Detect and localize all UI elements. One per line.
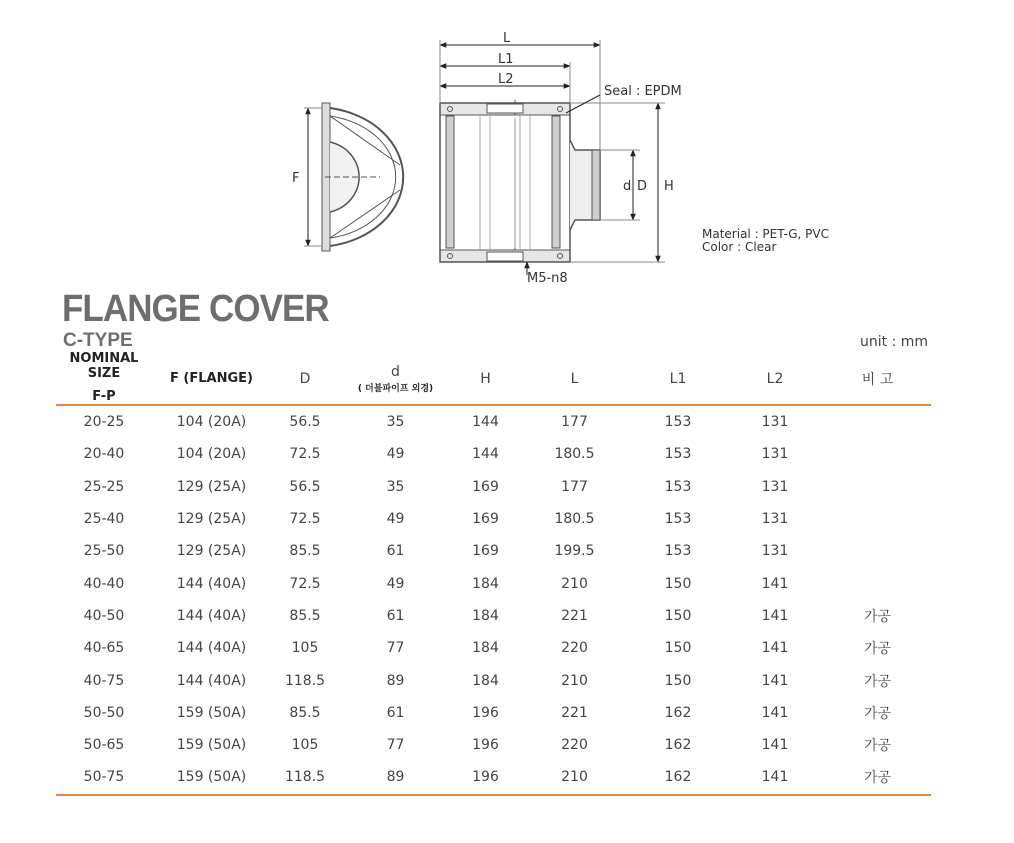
cell-L: 221 xyxy=(561,704,588,721)
cell-nominal-size: 40-75 xyxy=(83,672,125,689)
header-L2: L2 xyxy=(726,353,824,405)
cell-L2: 141 xyxy=(761,704,789,721)
cell-H: 184 xyxy=(472,575,499,592)
cell-L2: 141 xyxy=(761,575,789,592)
cell-L2: 131 xyxy=(761,414,789,431)
cell-note: 가공 xyxy=(824,761,931,794)
cell-L2: 141 xyxy=(761,607,789,624)
cell-nominal-size: 40-40 xyxy=(83,575,125,592)
cell-note xyxy=(824,405,931,438)
cell-L: 210 xyxy=(561,575,588,592)
cell-d: 61 xyxy=(386,607,405,624)
technical-drawing xyxy=(0,0,1014,300)
table-row xyxy=(56,438,931,470)
cell-L1: 162 xyxy=(630,761,726,794)
dim-label-H: H xyxy=(664,179,674,194)
cell-H: 196 xyxy=(452,761,519,794)
table-row xyxy=(56,503,931,535)
cell-nominal-size: 25-50 xyxy=(83,543,125,560)
cell-nominal-size: 40-65 xyxy=(83,640,125,657)
header-H: H xyxy=(452,353,519,405)
table-row xyxy=(56,632,931,664)
cell-D: 72.5 xyxy=(289,511,321,528)
cell-L2: 131 xyxy=(761,446,789,463)
table-row xyxy=(56,535,931,567)
cell-nominal-size: 20-25 xyxy=(83,414,125,431)
cell-d: 61 xyxy=(386,543,405,560)
cell-L1: 153 xyxy=(664,414,692,431)
cell-L1: 153 xyxy=(664,446,692,463)
cell-nominal-size: 50-50 xyxy=(83,704,125,721)
cell-L: 177 xyxy=(561,478,588,495)
dim-label-d: d xyxy=(623,179,632,194)
table-header-row xyxy=(56,353,931,405)
cell-H: 184 xyxy=(472,607,499,624)
cell-flange: 159 (50A) xyxy=(176,704,247,721)
cell-L1: 153 xyxy=(664,543,692,560)
page-subtitle: C-TYPE xyxy=(63,330,133,351)
table-row xyxy=(56,567,931,599)
cell-L1: 162 xyxy=(664,704,692,721)
cell-D: 72.5 xyxy=(289,575,321,592)
cell-nominal-size: 25-25 xyxy=(83,478,125,495)
cell-L1: 153 xyxy=(664,511,692,528)
cell-D: 85.5 xyxy=(289,704,321,721)
cell-D: 105 xyxy=(291,640,319,657)
cell-flange: 129 (25A) xyxy=(176,543,247,560)
cell-d: 35 xyxy=(386,478,405,495)
cell-L2: 141 xyxy=(761,640,789,657)
cell-L: 220 xyxy=(561,737,588,754)
cell-nominal-size: 20-40 xyxy=(83,446,125,463)
cell-d: 77 xyxy=(386,737,405,754)
cell-note: 가공 xyxy=(863,738,892,755)
seal-label: Seal : EPDM xyxy=(604,84,682,99)
cell-note xyxy=(824,535,931,567)
cell-H: 169 xyxy=(472,511,499,528)
cell-L1: 150 xyxy=(664,672,692,689)
cell-H: 169 xyxy=(472,543,499,560)
cell-H: 184 xyxy=(472,640,499,657)
header-d-sub: ( 더블파이프 외경) xyxy=(357,383,434,394)
cell-flange: 159 (50A) xyxy=(176,737,247,754)
side-view xyxy=(304,103,403,251)
cell-D: 56.5 xyxy=(289,414,321,431)
cell-flange: 129 (25A) xyxy=(176,511,247,528)
cell-L: 177 xyxy=(561,414,588,431)
dim-label-L1: L1 xyxy=(498,52,514,67)
cell-nominal-size: 50-65 xyxy=(83,737,125,754)
header-nominal-size xyxy=(56,353,152,405)
cell-L: 210 xyxy=(519,761,630,794)
cell-note xyxy=(824,438,931,470)
header-nominal-line1: NOMINAL SIZE xyxy=(69,351,139,381)
cell-flange: 129 (25A) xyxy=(176,478,247,495)
cell-D: 85.5 xyxy=(289,607,321,624)
cell-L: 221 xyxy=(561,607,588,624)
table-body xyxy=(56,405,931,795)
cell-note: 가공 xyxy=(863,641,892,658)
cell-L2: 141 xyxy=(726,761,824,794)
table-row xyxy=(56,664,931,696)
cell-flange: 159 (50A) xyxy=(152,761,271,794)
cell-L1: 150 xyxy=(664,607,692,624)
cell-note: 가공 xyxy=(863,705,892,722)
unit-label: unit : mm xyxy=(859,334,928,350)
cell-H: 144 xyxy=(472,414,499,431)
cell-flange: 104 (20A) xyxy=(176,414,247,431)
table-row xyxy=(56,761,931,794)
table-row xyxy=(56,471,931,503)
cell-L1: 153 xyxy=(664,478,692,495)
cell-note xyxy=(824,567,931,599)
cell-H: 196 xyxy=(472,737,499,754)
cell-D: 56.5 xyxy=(289,478,321,495)
cell-L1: 150 xyxy=(664,640,692,657)
cell-flange: 144 (40A) xyxy=(176,575,247,592)
cell-d: 77 xyxy=(386,640,405,657)
cell-d: 49 xyxy=(386,446,405,463)
cell-D: 118.5 xyxy=(271,761,339,794)
page-title: FLANGE COVER xyxy=(62,288,329,330)
cell-flange: 144 (40A) xyxy=(176,607,247,624)
header-note: 비 고 xyxy=(824,353,931,405)
cell-note xyxy=(824,503,931,535)
cell-L1: 162 xyxy=(664,737,692,754)
cell-H: 169 xyxy=(472,478,499,495)
material-label: Material : PET-G, PVC xyxy=(702,227,829,241)
cell-L2: 131 xyxy=(761,478,789,495)
dim-label-L: L xyxy=(503,31,511,46)
header-nominal-line2: F-P xyxy=(92,389,116,404)
cell-note: 가공 xyxy=(863,673,892,690)
color-label: Color : Clear xyxy=(702,240,777,254)
cell-H: 196 xyxy=(472,704,499,721)
cell-L1: 150 xyxy=(664,575,692,592)
cell-flange: 144 (40A) xyxy=(176,672,247,689)
cell-nominal-size: 40-50 xyxy=(83,607,125,624)
cell-L2: 131 xyxy=(761,543,789,560)
cell-D: 105 xyxy=(291,737,319,754)
cell-d: 61 xyxy=(386,704,405,721)
cell-d: 49 xyxy=(386,575,405,592)
header-d-cell xyxy=(339,353,452,405)
dim-label-L2: L2 xyxy=(498,72,514,87)
cell-L: 180.5 xyxy=(554,446,595,463)
table-row xyxy=(56,600,931,632)
cell-flange: 104 (20A) xyxy=(176,446,247,463)
header-L1: L1 xyxy=(630,353,726,405)
cell-L: 199.5 xyxy=(554,543,595,560)
cell-D: 118.5 xyxy=(284,672,326,689)
cell-L: 210 xyxy=(561,672,588,689)
cell-d: 89 xyxy=(339,761,452,794)
cell-L: 180.5 xyxy=(554,511,595,528)
cell-L: 220 xyxy=(561,640,588,657)
cell-d: 49 xyxy=(386,511,405,528)
cell-note xyxy=(824,471,931,503)
cell-nominal-size: 50-75 xyxy=(56,761,152,794)
cell-note: 가공 xyxy=(863,608,892,625)
cell-L2: 141 xyxy=(761,737,789,754)
header-d: d xyxy=(391,363,400,380)
front-view xyxy=(440,100,600,262)
table-row xyxy=(56,697,931,729)
dim-label-F: F xyxy=(292,171,300,186)
cell-L2: 131 xyxy=(761,511,789,528)
cell-H: 184 xyxy=(472,672,499,689)
spec-table xyxy=(56,353,931,796)
cell-D: 85.5 xyxy=(289,543,321,560)
cell-nominal-size: 25-40 xyxy=(83,511,125,528)
table-row xyxy=(56,729,931,761)
header-flange: F (FLANGE) xyxy=(152,353,271,405)
dim-label-D: D xyxy=(637,179,648,194)
cell-flange: 144 (40A) xyxy=(176,640,247,657)
cell-D: 72.5 xyxy=(289,446,321,463)
cell-H: 144 xyxy=(472,446,499,463)
table-row xyxy=(56,405,931,438)
cell-d: 89 xyxy=(386,672,405,689)
bolt-label: M5-n8 xyxy=(527,271,568,286)
header-D: D xyxy=(271,353,339,405)
header-L: L xyxy=(519,353,630,405)
cell-d: 35 xyxy=(386,414,405,431)
cell-L2: 141 xyxy=(761,672,789,689)
